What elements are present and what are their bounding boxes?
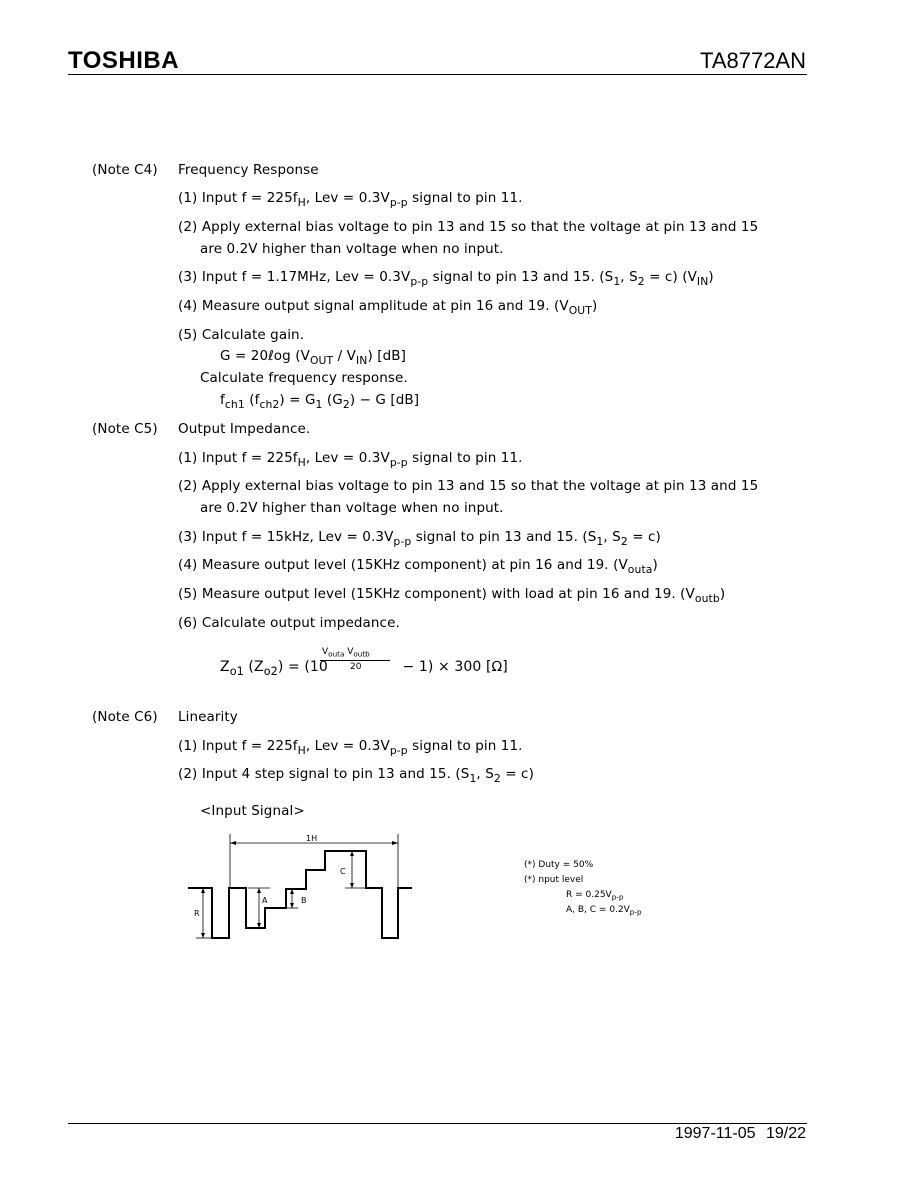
label-r: R [194, 909, 200, 918]
note-c5-step2-line2: are 0.2V higher than voltage when no input. [200, 500, 504, 516]
footer-rule [68, 1123, 807, 1124]
note-c4-step2-line1: (2) Apply external bias voltage to pin 13 and 15 so that the voltage at pin 13 and 15 [178, 219, 759, 235]
part-number: TA8772AN [700, 48, 806, 73]
note-c4-step1: (1) Input $f = 225f_H$, Lev = $0.3V_{p-p}$ signal to pin 11. [178, 190, 523, 209]
header-rule [68, 74, 807, 75]
note-c4-step3: (3) Input f = 1.17MHz, Lev = $0.3V_{p-p}$ signal to pin 13 and 15. ($S_1$, $S_2 = c$) $(V_{IN})$ [178, 269, 714, 288]
note-c4-title: Frequency Response [178, 162, 319, 178]
label-1h: 1H [306, 834, 318, 843]
exponent-numerator: $V_{outa}$ $V_{outb}$ [322, 647, 370, 659]
figure-title: <Input Signal> [200, 803, 305, 819]
impedance-equation: $Z_{o1}$ $(Z_{o2}) = (10 - 1) \times 300$ [Ω] [220, 659, 508, 678]
note-c5-step3: (3) Input f = 15kHz, Lev = $0.3V_{p-p}$ signal to pin 13 and 15. ($S_1$, $S_2 = c$) [178, 529, 661, 548]
page-number: 19/22 [765, 1125, 806, 1142]
note-c4-step5: (5) Calculate gain. [178, 327, 305, 343]
freq-response-equation: $f_{ch1}$ $(f_{ch2}) = G_1$ $(G_2) - G$ [dB] [220, 392, 420, 411]
footer-date: 1997-11-05 [674, 1125, 756, 1142]
note-c6-title: Linearity [178, 709, 238, 725]
figure-note-abc: A, B, $C = 0.2V_{p-p}$ [566, 905, 642, 917]
label-c: C [340, 867, 346, 876]
note-c5-step4: (4) Measure output level (15KHz component) at pin 16 and 19. $(V_{outa})$ [178, 557, 658, 576]
brand-logo: TOSHIBA [68, 47, 180, 74]
note-c6-step2: (2) Input 4 step signal to pin 13 and 15. ($S_1$, $S_2 = c$) [178, 766, 534, 785]
footer [675, 1125, 806, 1143]
label-a: A [262, 896, 268, 905]
note-c4-label: (Note C4) [92, 162, 158, 178]
note-c5-title: Output Impedance. [178, 421, 311, 437]
exponent-denominator: 20 [350, 662, 362, 672]
input-signal-diagram [180, 830, 420, 945]
note-c5-step6: (6) Calculate output impedance. [178, 615, 400, 631]
figure-note-duty: (*) Duty = 50% [524, 860, 594, 870]
note-c5-step5: (5) Measure output level (15KHz component) with load at pin 16 and 19. $(V_{outb})$ [178, 586, 726, 605]
label-b: B [301, 896, 307, 905]
note-c5-label: (Note C5) [92, 421, 158, 437]
note-c6-step1: (1) Input $f = 225f_H$, Lev = $0.3V_{p-p}$ signal to pin 11. [178, 738, 523, 757]
note-c6-label: (Note C6) [92, 709, 158, 725]
figure-note-input-level: (*) nput level [524, 875, 584, 885]
note-c4-step4: (4) Measure output signal amplitude at pin 16 and 19. $(V_{OUT})$ [178, 298, 598, 317]
note-c4-step2-line2: are 0.2V higher than voltage when no input. [200, 241, 504, 257]
note-c5-step1: (1) Input $f = 225f_H$, Lev = $0.3V_{p-p}$ signal to pin 11. [178, 450, 523, 469]
note-c4-step5b: Calculate frequency response. [200, 370, 408, 386]
gain-equation: G = 20ℓog $(V_{OUT} / V_{IN})$ [dB] [220, 348, 407, 367]
note-c5-step2-line1: (2) Apply external bias voltage to pin 13 and 15 so that the voltage at pin 13 and 15 [178, 478, 759, 494]
figure-note-r: $R = 0.25V_{p-p}$ [566, 890, 624, 902]
